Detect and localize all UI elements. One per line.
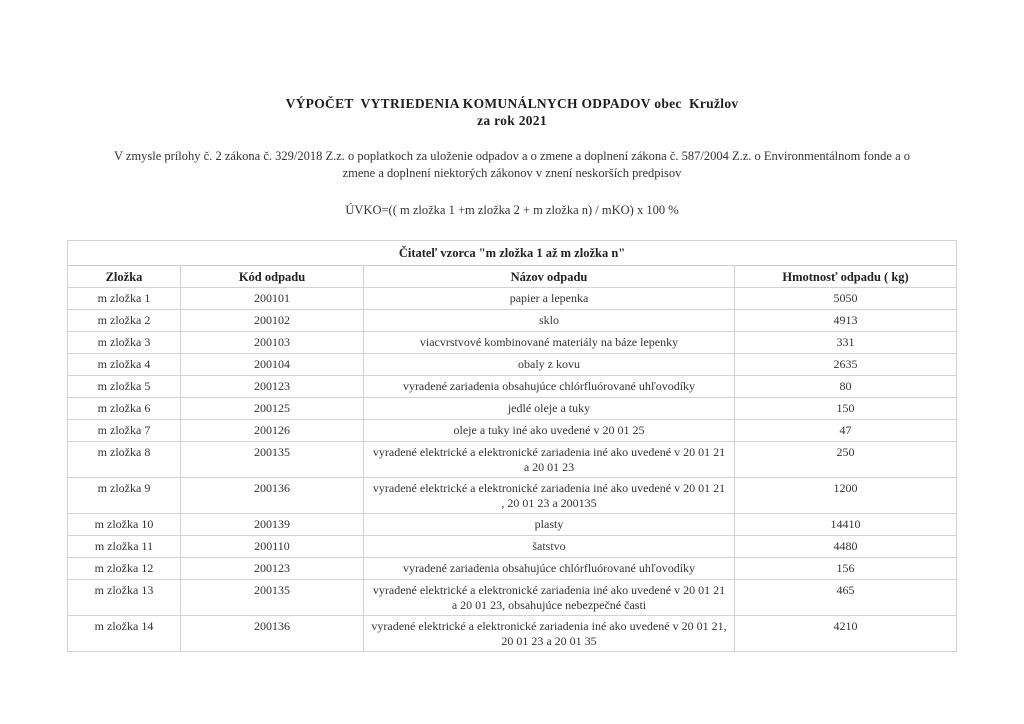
cell-nazov: jedlé oleje a tuky [364, 398, 735, 420]
column-header-zlozka: Zložka [68, 266, 181, 288]
cell-zlozka: m zložka 4 [68, 354, 181, 376]
cell-hmotnost: 14410 [735, 514, 957, 536]
cell-kod: 200102 [181, 310, 364, 332]
cell-kod: 200135 [181, 442, 364, 478]
table-row [68, 376, 957, 398]
cell-kod: 200125 [181, 398, 364, 420]
cell-zlozka: m zložka 8 [68, 442, 181, 478]
waste-table-container [67, 240, 956, 652]
cell-nazov: vyradené elektrické a elektronické zariadenia iné ako uvedené v 20 01 21 , 20 01 23 a 200135 [364, 478, 735, 514]
table-caption-row [68, 241, 957, 266]
cell-nazov: vyradené zariadenia obsahujúce chlórfluórované uhľovodíky [364, 376, 735, 398]
table-row [68, 420, 957, 442]
table-row [68, 558, 957, 580]
table-row [68, 478, 957, 514]
cell-kod: 200139 [181, 514, 364, 536]
column-header-kod-odpadu: Kód odpadu [181, 266, 364, 288]
cell-zlozka: m zložka 6 [68, 398, 181, 420]
cell-nazov: šatstvo [364, 536, 735, 558]
cell-kod: 200101 [181, 288, 364, 310]
table-row [68, 580, 957, 616]
cell-nazov: viacvrstvové kombinované materiály na báze lepenky [364, 332, 735, 354]
cell-kod: 200136 [181, 616, 364, 652]
cell-zlozka: m zložka 2 [68, 310, 181, 332]
table-row [68, 514, 957, 536]
cell-kod: 200135 [181, 580, 364, 616]
cell-hmotnost: 156 [735, 558, 957, 580]
cell-zlozka: m zložka 9 [68, 478, 181, 514]
cell-hmotnost: 47 [735, 420, 957, 442]
cell-hmotnost: 2635 [735, 354, 957, 376]
cell-zlozka: m zložka 11 [68, 536, 181, 558]
table-row [68, 616, 957, 652]
cell-zlozka: m zložka 13 [68, 580, 181, 616]
cell-zlozka: m zložka 14 [68, 616, 181, 652]
waste-table-body [68, 288, 957, 652]
document-subtitle: za rok 2021 [477, 113, 547, 128]
cell-kod: 200126 [181, 420, 364, 442]
cell-zlozka: m zložka 12 [68, 558, 181, 580]
cell-hmotnost: 5050 [735, 288, 957, 310]
cell-kod: 200123 [181, 558, 364, 580]
cell-zlozka: m zložka 1 [68, 288, 181, 310]
cell-nazov: vyradené elektrické a elektronické zariadenia iné ako uvedené v 20 01 21 a 20 01 23, obsahujúce nebezpečné časti [364, 580, 735, 616]
table-header-row [68, 266, 957, 288]
cell-nazov: sklo [364, 310, 735, 332]
cell-kod: 200104 [181, 354, 364, 376]
cell-hmotnost: 4913 [735, 310, 957, 332]
cell-hmotnost: 80 [735, 376, 957, 398]
table-row [68, 310, 957, 332]
table-row [68, 398, 957, 420]
cell-nazov: papier a lepenka [364, 288, 735, 310]
cell-nazov: vyradené elektrické a elektronické zariadenia iné ako uvedené v 20 01 21 a 20 01 23 [364, 442, 735, 478]
cell-hmotnost: 150 [735, 398, 957, 420]
cell-hmotnost: 465 [735, 580, 957, 616]
cell-nazov: vyradené zariadenia obsahujúce chlórfluórované uhľovodíky [364, 558, 735, 580]
document-title: VÝPOČET VYTRIEDENIA KOMUNÁLNYCH ODPADOV obec Kružlov [285, 96, 739, 111]
column-header-nazov-odpadu: Názov odpadu [364, 266, 735, 288]
table-row [68, 288, 957, 310]
table-row [68, 442, 957, 478]
cell-hmotnost: 331 [735, 332, 957, 354]
cell-hmotnost: 250 [735, 442, 957, 478]
cell-hmotnost: 4480 [735, 536, 957, 558]
cell-zlozka: m zložka 7 [68, 420, 181, 442]
legal-reference-line2: zmene a doplnení niektorých zákonov v znení neskorších predpisov [342, 166, 682, 180]
table-caption: Čitateľ vzorca "m zložka 1 až m zložka n" [68, 241, 957, 266]
cell-nazov: plasty [364, 514, 735, 536]
cell-zlozka: m zložka 3 [68, 332, 181, 354]
table-row [68, 536, 957, 558]
cell-zlozka: m zložka 10 [68, 514, 181, 536]
waste-table [67, 240, 957, 652]
legal-reference-line1: V zmysle prílohy č. 2 zákona č. 329/2018 Z.z. o poplatkoch za uloženie odpadov a o zmene a doplnení zákona č. 587/2004 Z.z. o Environmentálnom fonde a o [113, 149, 911, 163]
cell-kod: 200103 [181, 332, 364, 354]
cell-hmotnost: 1200 [735, 478, 957, 514]
uvko-formula: ÚVKO=(( m zložka 1 +m zložka 2 + m zložka n) / mKO) x 100 % [345, 203, 679, 217]
cell-kod: 200123 [181, 376, 364, 398]
cell-zlozka: m zložka 5 [68, 376, 181, 398]
legal-reference-paragraph [62, 148, 962, 182]
cell-hmotnost: 4210 [735, 616, 957, 652]
table-row [68, 354, 957, 376]
cell-kod: 200110 [181, 536, 364, 558]
cell-nazov: vyradené elektrické a elektronické zariadenia iné ako uvedené v 20 01 21, 20 01 23 a 20 01 35 [364, 616, 735, 652]
cell-nazov: obaly z kovu [364, 354, 735, 376]
table-row [68, 332, 957, 354]
cell-nazov: oleje a tuky iné ako uvedené v 20 01 25 [364, 420, 735, 442]
cell-kod: 200136 [181, 478, 364, 514]
column-header-hmotnost: Hmotnosť odpadu ( kg) [735, 266, 957, 288]
